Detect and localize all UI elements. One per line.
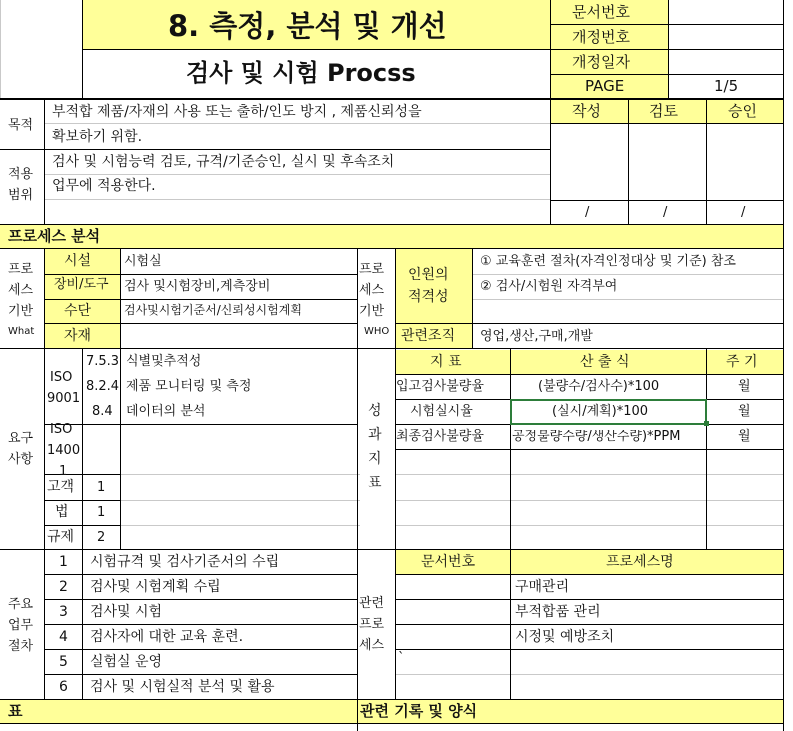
iso9001-text-2: 제품 모니터링 및 측정 [126,379,252,394]
procedure-no-3: 3 [59,604,68,620]
kpi-label-2: 과 [368,427,382,443]
law-label: 법 [55,504,69,520]
procedure-no-4: 4 [59,629,68,645]
iso9001-clause-1: 7.5.3 [86,354,120,369]
footer-right-heading: 관련 기록 및 양식 [360,702,478,720]
kpi-col-formula: 산 출 식 [580,354,630,370]
iso14001-label-3: 1 [59,464,68,479]
regulation-label: 규제 [47,529,75,545]
who-label-1: 프로 [359,262,385,277]
procedures-label-3: 절차 [8,639,34,654]
material-label: 자재 [64,328,92,344]
related-col-doc: 문서번호 [421,554,476,570]
fill-handle[interactable] [704,421,709,426]
iso14001-label-2: 1400 [47,443,81,458]
who-label-2: 세스 [359,283,385,298]
purpose-line-1: 부적합 제품/자재의 사용 또는 출하/인도 방지 , 제품신뢰성을 [52,104,422,120]
org-value: 영업,생산,구매,개발 [480,329,593,344]
kpi-formula-2: (실시/계획)*100 [552,404,649,419]
kpi-indicator-3: 최종검사불량율 [396,429,484,444]
who-label-3: 기반 [359,304,385,319]
personnel-label-2: 적격성 [408,289,449,305]
customer-value: 1 [97,480,106,495]
approval-slash-2: / [663,205,668,220]
procedure-no-2: 2 [59,579,68,595]
related-col-name: 프로세스명 [606,554,674,570]
footer-left-heading: 표 [8,702,23,720]
equipment-label: 장비/도구 [54,277,109,292]
related-process-2: 부적합품 관리 [515,604,601,620]
scope-label-1: 적용 [8,167,34,182]
approval-slash-3: / [741,205,746,220]
related-label-2: 프로 [359,617,385,632]
equipment-value: 검사 및시험장비,계측장비 [124,279,271,294]
related-label-3: 세스 [359,638,385,653]
related-process-1: 구매관리 [515,579,570,595]
personnel-label-1: 인원의 [408,267,449,283]
procedure-text-5: 실험실 운영 [90,654,163,670]
related-mark: ` [398,651,405,666]
iso9001-text-3: 데이터의 분석 [126,404,206,419]
kpi-period-2: 월 [738,404,751,419]
iso9001-label-2: 9001 [47,391,81,406]
approval-write: 작성 [572,102,601,120]
approval-approve: 승인 [728,102,757,120]
process-heading-bg [0,225,783,248]
procedure-no-6: 6 [59,679,68,695]
procedures-label-2: 업무 [8,618,34,633]
kpi-label-4: 표 [368,475,382,491]
customer-label: 고객 [47,479,75,495]
iso9001-label-1: ISO [50,370,73,385]
kpi-col-period: 주 기 [726,354,758,370]
requirements-label-1: 요구 [8,431,34,446]
revision-date-label: 개정일자 [572,53,630,71]
doc-subtitle: 검사 및 시험 Procss [186,59,416,87]
procedure-text-6: 검사 및 시험실적 분석 및 활용 [90,679,275,695]
scope-line-2: 업무에 적용한다. [52,178,156,194]
scope-line-1: 검사 및 시험능력 검토, 규격/기준승인, 실시 및 후속조치 [52,154,395,170]
revision-number-label: 개정번호 [572,28,630,46]
procedure-text-1: 시험규격 및 검사기준서의 수립 [90,554,280,570]
procedure-no-5: 5 [59,654,68,670]
approval-review: 검토 [649,102,678,120]
kpi-col-indicator: 지 표 [430,354,462,370]
regulation-value: 2 [97,530,106,545]
iso9001-clause-2: 8.2.4 [86,379,120,394]
facility-label: 시설 [64,253,92,269]
page-label: PAGE [585,77,625,95]
kpi-label-1: 성 [368,403,382,419]
process-analysis-heading: 프로세스 분석 [8,227,101,245]
related-label-1: 관련 [359,596,385,611]
procedures-label-1: 주요 [8,597,34,612]
scope-label-2: 범위 [8,188,34,203]
purpose-label: 목적 [8,118,34,133]
what-label-3: 기반 [8,304,34,319]
kpi-label-3: 지 [368,451,382,467]
related-process-3: 시정및 예방조치 [515,629,615,645]
procedure-text-3: 검사및 시험 [90,604,163,620]
personnel-item-1: ① 교육훈련 절차(자격인정대상 및 기준) 참조 [480,254,736,269]
iso9001-text-1: 식별및추적성 [126,354,202,369]
what-label-1: 프로 [8,262,34,277]
means-value: 검사및시험기준서/신뢰성시험계획 [124,303,302,317]
iso14001-label-1: ISO [50,422,73,437]
kpi-formula-3: 공정불량수량/생산수량)*PPM [512,430,681,443]
kpi-period-3: 월 [738,429,751,444]
facility-value: 시험실 [124,254,162,269]
kpi-indicator-2: 시험실시율 [410,404,473,419]
who-sub: WHO [364,326,390,337]
procedure-text-2: 검사및 시험계획 수립 [90,579,221,595]
iso9001-clause-3: 8.4 [92,404,113,419]
what-label-2: 세스 [8,283,34,298]
purpose-line-2: 확보하기 위함. [52,129,143,145]
kpi-formula-1: (불량수/검사수)*100 [538,379,660,394]
org-label: 관련조직 [401,328,456,344]
kpi-indicator-1: 입고검사불량율 [396,379,484,394]
kpi-period-1: 월 [738,379,751,394]
procedure-text-4: 검사자에 대한 교육 훈련. [90,629,244,645]
page-value: 1/5 [714,77,739,95]
requirements-label-2: 사항 [8,452,34,467]
procedure-no-1: 1 [59,554,68,570]
approval-slash-1: / [585,205,590,220]
doc-title: 8. 측정, 분석 및 개선 [168,9,447,43]
doc-number-label: 문서번호 [572,3,630,21]
personnel-item-2: ② 검사/시험원 자격부여 [480,279,618,294]
what-sub: What [8,326,35,337]
means-label: 수단 [64,303,92,319]
law-value: 1 [97,505,106,520]
